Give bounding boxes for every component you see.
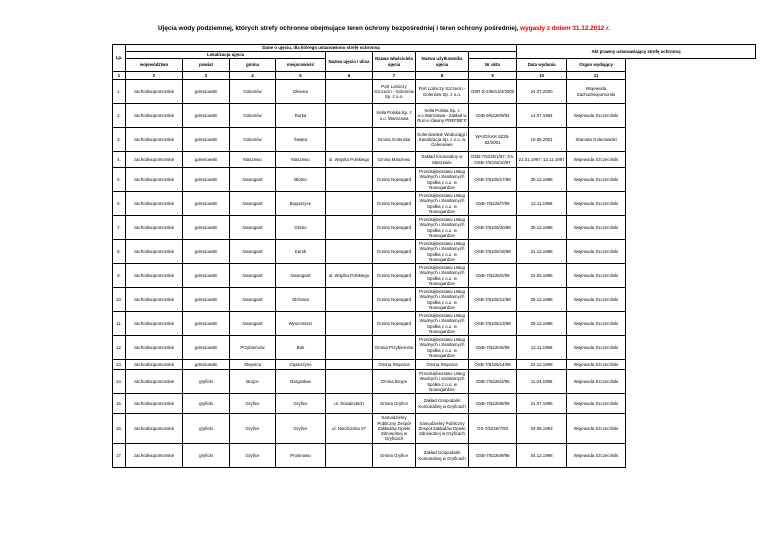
table-row — [113, 414, 756, 444]
cell-data-wydania: 29.12.1998 — [517, 312, 567, 336]
cell-organ: Wojewoda Szczeciński — [567, 394, 626, 414]
cell-organ: Wojewoda Szczeciński — [567, 264, 626, 288]
cell-gmina: Gryfice — [230, 444, 276, 468]
column-number: 3 — [183, 72, 230, 80]
cell-lp: 3. — [113, 128, 126, 152]
table-row — [113, 394, 756, 414]
cell-miejscowosc: Gryfice — [276, 394, 326, 414]
cell-powiat: goleniowski — [183, 336, 230, 360]
cell-gmina: Nowogard — [230, 192, 276, 216]
cell-organ: Wojewoda Szczeciński — [567, 414, 626, 444]
cell-gmina: Nowogard — [230, 288, 276, 312]
header-dane: Dane o ujęciu, dla którego ustanowiono strefę ochronną — [126, 45, 517, 52]
header-wojewodztwo: województwo — [126, 59, 183, 72]
cell-organ: Wojewoda Szczeciński — [567, 444, 626, 468]
cell-wojewodztwo: zachodniopomorskie — [126, 288, 183, 312]
cell-data-wydania: 30.12.1998 — [517, 168, 567, 192]
cell-uzytkownik: Przedsiębiorstwo Usług Wodnych i Sanitarnych Spółka z o.o. w Nowogardzie — [416, 240, 469, 264]
cell-lp: 10. — [113, 288, 126, 312]
cell-organ: Wojewoda Szczeciński — [567, 216, 626, 240]
cell-ulica — [326, 336, 373, 360]
cell-gmina: Przybiernów — [230, 336, 276, 360]
cell-powiat: goleniowski — [183, 104, 230, 128]
header-gmina: gmina — [230, 59, 276, 72]
cell-nr-aktu: OSB-7/6226/2/96 — [469, 264, 517, 288]
cell-gmina: Nowogard — [230, 216, 276, 240]
header-organ: Organ wydający — [567, 59, 626, 72]
cell-organ: Starosta Goleniowski — [567, 128, 626, 152]
cell-wlasciciel: Port Lotniczy Szczecin - Goleniów Sp. z o.o. — [373, 80, 416, 104]
cell-uzytkownik: Samodzielny Publiczny Zespół Zakładów Opieki Zdrowotnej w Gryficach — [416, 414, 469, 444]
cell-ulica — [326, 168, 373, 192]
cell-gmina: Nowogard — [230, 264, 276, 288]
cell-ulica — [326, 370, 373, 394]
cell-uzytkownik: Zakład Gospodarki Komunalnej w Gryficach — [416, 444, 469, 468]
table-row — [113, 80, 756, 104]
cell-nr-aktu: OSB-9/6226/9/94 — [469, 104, 517, 128]
table-row — [113, 240, 756, 264]
cell-ulica — [326, 288, 373, 312]
cell-ulica — [326, 312, 373, 336]
cell-powiat: gryficki — [183, 394, 230, 414]
cell-wojewodztwo: zachodniopomorskie — [126, 240, 183, 264]
cell-lp: 9. — [113, 264, 126, 288]
cell-lp: 12. — [113, 336, 126, 360]
cell-wlasciciel: Gmina Przybiernów — [373, 336, 416, 360]
cell-powiat: goleniowski — [183, 168, 230, 192]
cell-wojewodztwo: zachodniopomorskie — [126, 264, 183, 288]
column-number-row — [113, 72, 756, 80]
cell-organ: Wojewoda Szczeciński — [567, 336, 626, 360]
cell-powiat: goleniowski — [183, 360, 230, 370]
column-number: 4 — [230, 72, 276, 80]
table-row — [113, 104, 756, 128]
cell-nr-aktu: OSB-7/6226/4/95 — [469, 370, 517, 394]
column-number: 6 — [326, 72, 373, 80]
header-akt: Akt prawny ustanawiający strefę ochronną — [517, 45, 756, 59]
column-number: 9 — [469, 72, 517, 80]
cell-wojewodztwo: zachodniopomorskie — [126, 128, 183, 152]
cell-ulica: ul. Śniadeckich — [326, 394, 373, 414]
cell-wlasciciel: Gmina Goleniów — [373, 128, 416, 152]
cell-powiat: goleniowski — [183, 264, 230, 288]
cell-wojewodztwo: zachodniopomorskie — [126, 104, 183, 128]
cell-nr-aktu: OSB-7/6226/7/98 — [469, 192, 517, 216]
column-number: 2 — [126, 72, 183, 80]
cell-organ: Wojewoda Zachodniopomorski — [567, 80, 626, 104]
table-row — [113, 312, 756, 336]
cell-gmina: Nowogard — [230, 240, 276, 264]
cell-powiat: goleniowski — [183, 288, 230, 312]
cell-data-wydania: 03.08.1993 — [517, 414, 567, 444]
cell-uzytkownik: Przedsiębiorstwo Usług Wodnych i Sanitarnych Spółka z o.o. w Nowogardzie — [416, 168, 469, 192]
cell-wojewodztwo: zachodniopomorskie — [126, 312, 183, 336]
cell-gmina: Brojce — [230, 370, 276, 394]
cell-powiat: goleniowski — [183, 312, 230, 336]
table-row — [113, 264, 756, 288]
cell-wlasciciel: Gmina Nowogard — [373, 264, 416, 288]
cell-uzytkownik: Xella Polska Sp. z o.o.Warszawa - Zakład w Rurce /dawny PREFBET/ — [416, 104, 469, 128]
header-miejscowosc: miejscowość — [276, 59, 326, 72]
cell-uzytkownik: Przedsiębiorstwo Usług Wodnych i Sanitarnych Spółka z o.o. w Nowogardzie — [416, 312, 469, 336]
cell-ulica: ul. Wojska Polskiego — [326, 152, 373, 168]
column-number: 8 — [416, 72, 469, 80]
cell-data-wydania: 21.07.1995 — [517, 394, 567, 414]
cell-wlasciciel: Gmina Nowogard — [373, 240, 416, 264]
cell-lp: 11. — [113, 312, 126, 336]
table-row — [113, 168, 756, 192]
cell-lp: 17. — [113, 444, 126, 468]
cell-miejscowosc: Święta — [276, 128, 326, 152]
cell-wojewodztwo: zachodniopomorskie — [126, 168, 183, 192]
cell-miejscowosc: Dargosław — [276, 370, 326, 394]
title-highlight: wygasły z dniem 31.12.2012 r. — [520, 25, 611, 32]
cell-lp: 1. — [113, 80, 126, 104]
cell-miejscowosc: Gryfice — [276, 414, 326, 444]
cell-miejscowosc: Glicko — [276, 216, 326, 240]
cell-wlasciciel: Gmina Gryfice — [373, 444, 416, 468]
cell-nr-aktu: WAIOŚ.KK.6225-82/2001 — [469, 128, 517, 152]
cell-uzytkownik: Przedsiębiorstwo Usług Wodnych i Sanitarnych Spółka z o.o. w Nowogardzie — [416, 216, 469, 240]
cell-gmina: Goleniów — [230, 104, 276, 128]
cell-wlasciciel: Xella Polska Sp. z o.o. Warszawa — [373, 104, 416, 128]
cell-wlasciciel: Gmina Nowogard — [373, 288, 416, 312]
cell-data-wydania: 10.05.2001 — [517, 128, 567, 152]
cell-lp: 2. — [113, 104, 126, 128]
cell-wojewodztwo: zachodniopomorskie — [126, 394, 183, 414]
cell-nr-aktu: OSB-7/6226/14/98 — [469, 360, 517, 370]
cell-lp: 16. — [113, 414, 126, 444]
cell-uzytkownik: Gmina Stepnica — [416, 360, 469, 370]
cell-gmina: Goleniów — [230, 80, 276, 104]
cell-gmina: Gryfice — [230, 414, 276, 444]
cell-uzytkownik: Zakład Komunalny w Maszewie — [416, 152, 469, 168]
cell-data-wydania: 30.12.1998 — [517, 216, 567, 240]
table-row — [113, 128, 756, 152]
cell-wlasciciel: Gmina Brojce — [373, 370, 416, 394]
cell-lp: 4. — [113, 152, 126, 168]
cell-uzytkownik: Przedsiębiorstwo Usług Wodnych i Sanitarnych Spółka z o.o. w Nowogardzie — [416, 288, 469, 312]
table-row — [113, 216, 756, 240]
table-body — [113, 80, 756, 468]
cell-gmina: Maszewo — [230, 152, 276, 168]
cell-miejscowosc: Gąsierzyno — [276, 360, 326, 370]
cell-miejscowosc: Buk — [276, 336, 326, 360]
cell-nr-aktu: OSR-Ś-2/6813/4/2000 — [469, 80, 517, 104]
cell-miejscowosc: Błotno — [276, 168, 326, 192]
cell-lp: 6. — [113, 192, 126, 216]
table-row — [113, 444, 756, 468]
cell-lp: 14. — [113, 370, 126, 394]
cell-uzytkownik: Port Lotniczy Szczecin - Goleniów Sp. z o.o. — [416, 80, 469, 104]
cell-powiat: gryficki — [183, 370, 230, 394]
cell-organ: Wojewoda Szczeciński — [567, 312, 626, 336]
cell-organ: Wojewoda Szczeciński — [567, 288, 626, 312]
cell-ulica — [326, 360, 373, 370]
cell-wlasciciel: Gmina Stepnica — [373, 360, 416, 370]
cell-miejscowosc: Glewice — [276, 80, 326, 104]
header-nr-aktu: Nr aktu — [469, 59, 517, 72]
cell-data-wydania: 12.11.1998 — [517, 336, 567, 360]
cell-data-wydania: 22.02.1996 — [517, 264, 567, 288]
cell-uzytkownik: Przedsiębiorstwo Usług Wodnych i Sanitarnych Spółka z o.o. w Nowogardzie — [416, 192, 469, 216]
cell-gmina: Stepnica — [230, 360, 276, 370]
table-row — [113, 288, 756, 312]
cell-data-wydania: 04.12.1998 — [517, 444, 567, 468]
cell-ulica: ul. Wojska Polskiego — [326, 264, 373, 288]
table-row — [113, 370, 756, 394]
cell-organ: Wojewoda Szczeciński — [567, 152, 626, 168]
cell-powiat: goleniowski — [183, 80, 230, 104]
column-number: 5 — [276, 72, 326, 80]
cell-miejscowosc: Wyszomierz — [276, 312, 326, 336]
cell-wlasciciel: Gmina Gryfice — [373, 394, 416, 414]
table-row — [113, 360, 756, 370]
cell-powiat: goleniowski — [183, 152, 230, 168]
cell-powiat: goleniowski — [183, 128, 230, 152]
cell-powiat: goleniowski — [183, 216, 230, 240]
cell-wojewodztwo: zachodniopomorskie — [126, 336, 183, 360]
table-header — [113, 45, 756, 80]
table-row — [113, 336, 756, 360]
cell-wlasciciel: Gmina Nowogard — [373, 168, 416, 192]
cell-organ: Wojewoda Szczeciński — [567, 168, 626, 192]
cell-organ: Wojewoda Szczeciński — [567, 360, 626, 370]
cell-wojewodztwo: zachodniopomorskie — [126, 192, 183, 216]
cell-data-wydania: 31.12.1998 — [517, 240, 567, 264]
cell-nr-aktu: OSB-7/6226/12/98 — [469, 288, 517, 312]
page-title — [0, 25, 768, 32]
cell-wojewodztwo: zachodniopomorskie — [126, 216, 183, 240]
cell-wojewodztwo: zachodniopomorskie — [126, 370, 183, 394]
cell-lp: 7. — [113, 216, 126, 240]
cell-wojewodztwo: zachodniopomorskie — [126, 444, 183, 468]
cell-data-wydania: 22.12.1998 — [517, 360, 567, 370]
register-table — [112, 44, 756, 468]
cell-lp: 13. — [113, 360, 126, 370]
cell-ulica — [326, 216, 373, 240]
cell-gmina: Gryfice — [230, 394, 276, 414]
cell-organ: Wojewoda Szczeciński — [567, 192, 626, 216]
cell-data-wydania: 21.01.1997; 13.11.1997 — [517, 152, 567, 168]
cell-miejscowosc: Prusinowo — [276, 444, 326, 468]
cell-organ: Wojewoda Szczeciński — [567, 370, 626, 394]
cell-wlasciciel: Gmina Maszewo — [373, 152, 416, 168]
header-uzytkownik: Nazwa użytkownika ujęcia — [416, 52, 469, 72]
cell-miejscowosc: Rurka — [276, 104, 326, 128]
cell-wlasciciel: Gmina Nowogard — [373, 312, 416, 336]
cell-wlasciciel: Gmina Nowogard — [373, 192, 416, 216]
cell-nr-aktu: OSB-7/6226/1/97; zm. OSB-7/6226/10/97 — [469, 152, 517, 168]
cell-powiat: gryficki — [183, 414, 230, 444]
cell-data-wydania: 14.07.1994 — [517, 104, 567, 128]
cell-data-wydania: 28.12.1998 — [517, 288, 567, 312]
cell-organ: Wojewoda Szczeciński — [567, 104, 626, 128]
cell-nr-aktu: OSB-7/6226/6/98 — [469, 336, 517, 360]
cell-nr-aktu: OSB-7/6226/20/98 — [469, 216, 517, 240]
cell-gmina: Goleniów — [230, 128, 276, 152]
cell-ulica — [326, 80, 373, 104]
cell-uzytkownik: Goleniowskie Wodociągi i Kanalizacja Sp. z o.o. w Goleniowie — [416, 128, 469, 152]
cell-wojewodztwo: zachodniopomorskie — [126, 414, 183, 444]
cell-nr-aktu: OSB-7/6226/8/95 — [469, 394, 517, 414]
cell-nr-aktu: OSB-7/6226/18/98 — [469, 240, 517, 264]
cell-uzytkownik: Zakład Gospodarki Komunalnej w Gryficach — [416, 394, 469, 414]
cell-miejscowosc: Nowogard — [276, 264, 326, 288]
column-number: 7 — [373, 72, 416, 80]
header-data: Data wydania — [517, 59, 567, 72]
cell-wlasciciel: Gmina Nowogard — [373, 216, 416, 240]
cell-organ: Wojewoda Szczeciński — [567, 240, 626, 264]
table-row — [113, 192, 756, 216]
cell-wojewodztwo: zachodniopomorskie — [126, 360, 183, 370]
header-powiat: powiat — [183, 59, 230, 72]
title-main: Ujęcia wody podziemnej, których strefy ochronne obejmujące teren ochrony bezpośredniej i teren ochrony pośredniej, — [157, 25, 519, 32]
cell-data-wydania: 11.04.1995 — [517, 370, 567, 394]
cell-miejscowosc: Boguszyce — [276, 192, 326, 216]
column-number: 10 — [517, 72, 567, 80]
cell-uzytkownik: Przedsiębiorstwo Usług Wodnych i Sanitarnych Spółka z o.o. w Nowogardzie — [416, 370, 469, 394]
cell-miejscowosc: Karsk — [276, 240, 326, 264]
cell-gmina: Nowogard — [230, 168, 276, 192]
cell-lp: 8. — [113, 240, 126, 264]
cell-gmina: Nowogard — [230, 312, 276, 336]
cell-miejscowosc: Olchowo — [276, 288, 326, 312]
column-number: 11 — [567, 72, 626, 80]
cell-ulica — [326, 192, 373, 216]
column-number: 1 — [113, 72, 126, 80]
cell-data-wydania: 24.07.2000 — [517, 80, 567, 104]
cell-wojewodztwo: zachodniopomorskie — [126, 152, 183, 168]
header-wlasciciel: Nazwa właściciela ujęcia — [373, 52, 416, 72]
cell-ulica — [326, 240, 373, 264]
cell-nr-aktu: OSB-7/6226/13/98 — [469, 312, 517, 336]
cell-ulica — [326, 104, 373, 128]
cell-lp: 5. — [113, 168, 126, 192]
cell-ulica — [326, 444, 373, 468]
cell-powiat: goleniowski — [183, 240, 230, 264]
cell-powiat: gryficki — [183, 444, 230, 468]
header-lp: Lp. — [113, 45, 126, 72]
cell-wlasciciel: Samodzielny Publiczny Zespół Zakładów Opieki Zdrowotnej w Gryficach — [373, 414, 416, 444]
cell-nr-aktu: OS-7/6226/7/93 — [469, 414, 517, 444]
table-row — [113, 152, 756, 168]
cell-miejscowosc: Maszewo — [276, 152, 326, 168]
cell-lp: 15. — [113, 394, 126, 414]
cell-powiat: goleniowski — [183, 192, 230, 216]
cell-ulica: ul. Niechorska 27 — [326, 414, 373, 444]
cell-uzytkownik: Przedsiębiorstwo Usług Wodnych i Sanitarnych Spółka z o.o. w Nowogardzie — [416, 336, 469, 360]
cell-uzytkownik: Przedsiębiorstwo Usług Wodnych i Sanitarnych Spółka z o.o. w Nowogardzie — [416, 264, 469, 288]
header-lokalizacja: Lokalizacja ujęcia — [126, 52, 326, 59]
header-nazwa-ujecia: Nazwa ujęcia / ulica — [326, 52, 373, 72]
cell-wojewodztwo: zachodniopomorskie — [126, 80, 183, 104]
cell-nr-aktu: OSB-7/6226/17/98 — [469, 168, 517, 192]
cell-data-wydania: 12.11.1998 — [517, 192, 567, 216]
cell-ulica — [326, 128, 373, 152]
cell-nr-aktu: OSB-7/6226/9/98 — [469, 444, 517, 468]
